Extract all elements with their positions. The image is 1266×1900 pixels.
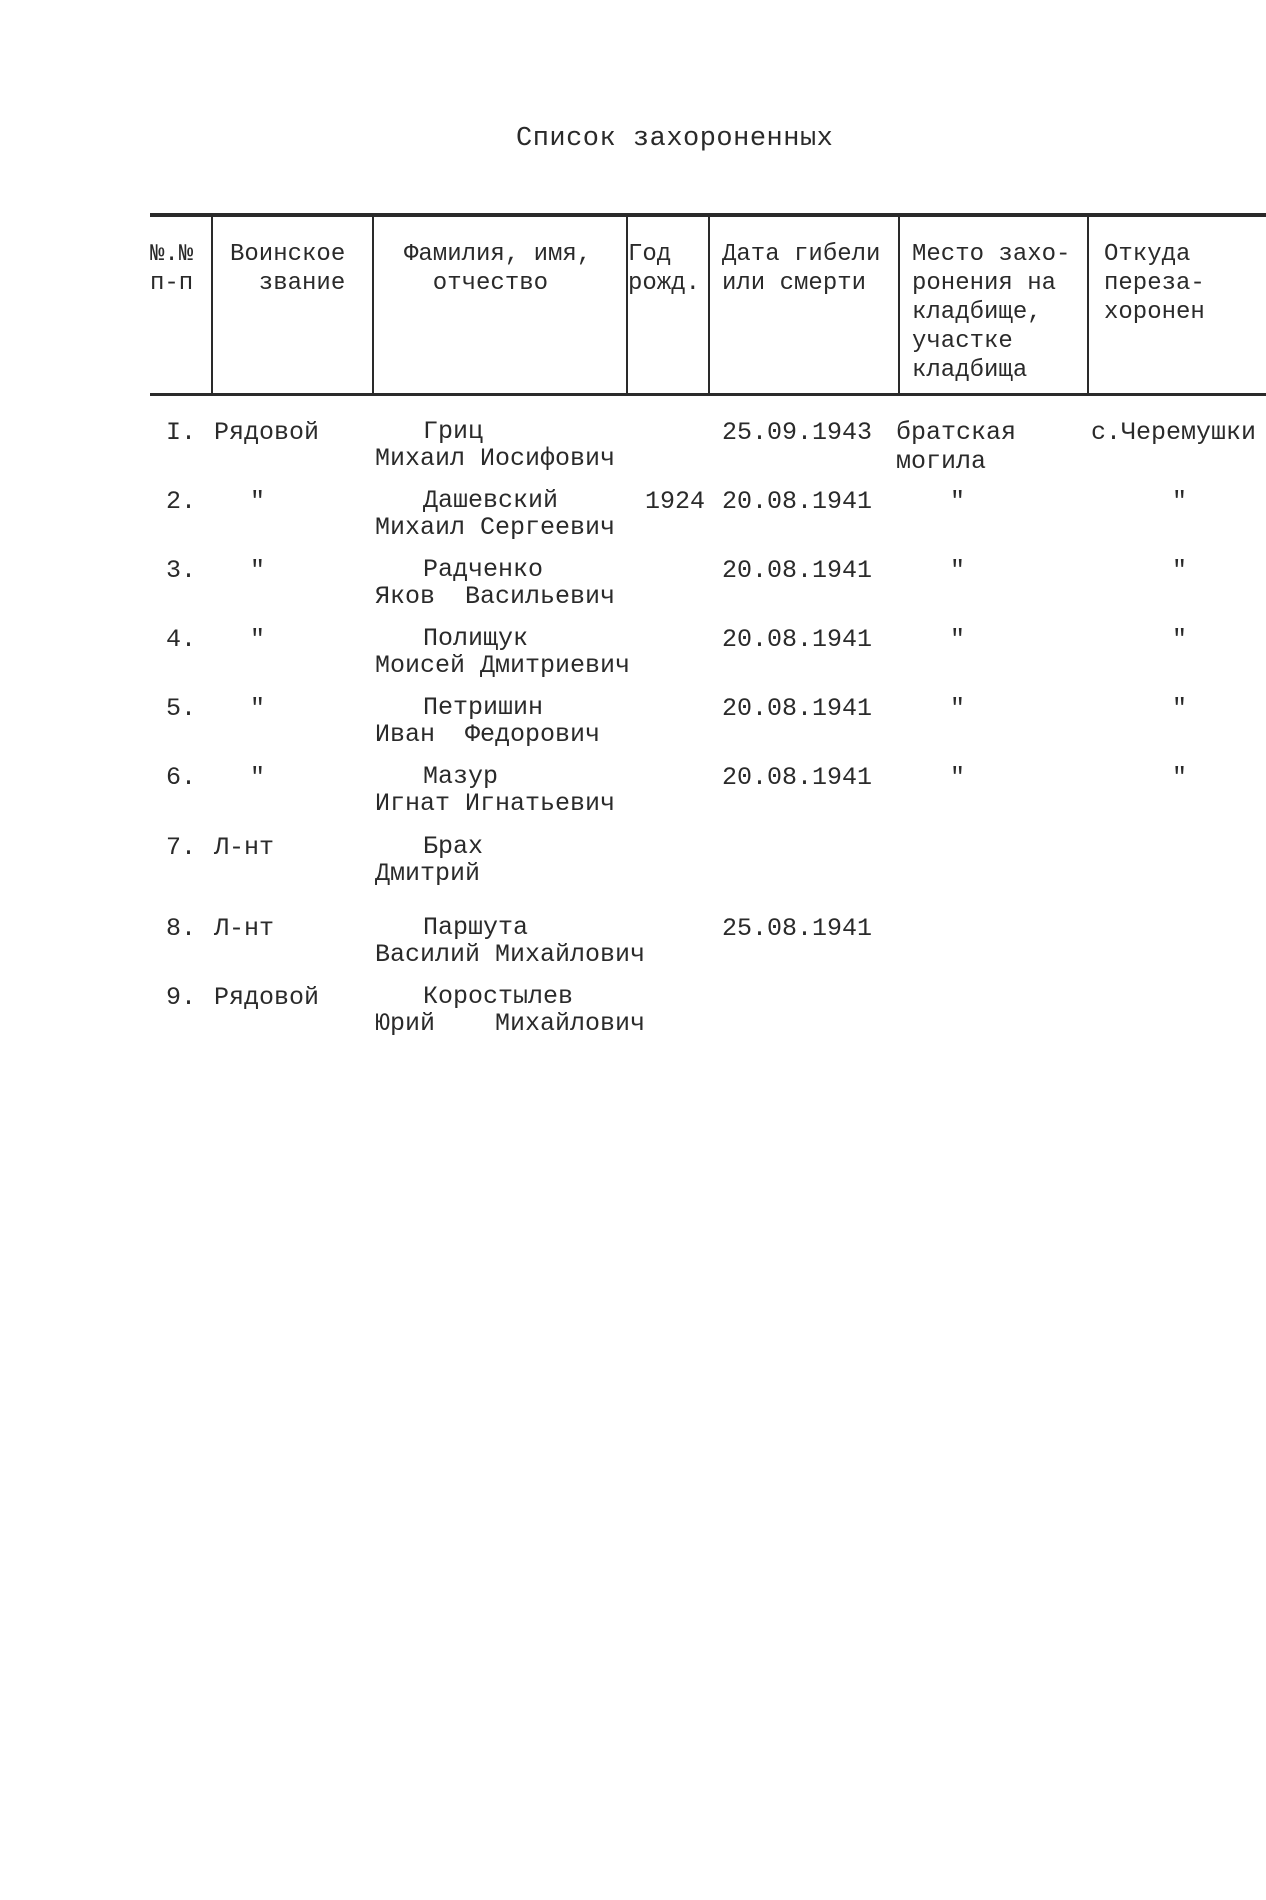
row-number: 5.: [166, 694, 197, 723]
row-reburied-from: ": [1172, 625, 1188, 654]
row-number: 3.: [166, 556, 197, 585]
row-number: I.: [166, 418, 197, 447]
row-full-name: [375, 763, 615, 817]
header-reburied-from: Откуда переза- хоронен: [1104, 241, 1205, 326]
row-death-date: 20.08.1941: [722, 556, 873, 585]
row-rank: ": [250, 487, 266, 516]
row-rank: ": [250, 694, 266, 723]
row-rank: Л-нт: [214, 914, 275, 943]
row-given-names: Моисей Дмитриевич: [375, 651, 631, 680]
row-number: 8.: [166, 914, 197, 943]
row-burial-place: ": [950, 487, 966, 516]
row-full-name: [375, 833, 483, 887]
row-full-name: [375, 556, 615, 610]
column-divider: [708, 215, 710, 395]
row-surname: Радченко: [423, 555, 544, 584]
row-burial-place: ": [950, 556, 966, 585]
row-burial-place: ": [950, 694, 966, 723]
row-rank: ": [250, 763, 266, 792]
header-burial-place: Место захо- ронения на кладбище, участке кладбища: [912, 241, 1071, 384]
row-given-names: Василий Михайлович: [375, 940, 646, 969]
row-number: 4.: [166, 625, 197, 654]
row-reburied-from: ": [1172, 487, 1188, 516]
column-divider: [372, 215, 374, 395]
row-surname: Дашевский: [423, 486, 559, 515]
row-number: 9.: [166, 983, 197, 1012]
row-number: 7.: [166, 833, 197, 862]
row-rank: ": [250, 625, 266, 654]
row-surname: Петришин: [423, 693, 544, 722]
column-divider: [898, 215, 900, 395]
row-rank: Рядовой: [214, 983, 320, 1012]
column-divider: [211, 215, 213, 395]
row-death-date: 20.08.1941: [722, 694, 873, 723]
row-given-names: Михаил Иосифович: [375, 444, 616, 473]
row-given-names: Юрий Михайлович: [375, 1009, 646, 1038]
row-number: 2.: [166, 487, 197, 516]
page-title: Список захороненных: [516, 124, 834, 154]
row-rank: Л-нт: [214, 833, 275, 862]
row-full-name: [375, 418, 615, 472]
row-given-names: Дмитрий: [375, 859, 481, 888]
row-reburied-from: ": [1172, 694, 1188, 723]
row-burial-place: братская могила: [896, 418, 1017, 476]
row-full-name: [375, 694, 600, 748]
row-given-names: Михаил Сергеевич: [375, 513, 616, 542]
header-num: №.№ п-п: [150, 241, 194, 297]
row-burial-place: ": [950, 625, 966, 654]
row-surname: Паршута: [423, 913, 529, 942]
row-rank: Рядовой: [214, 418, 320, 447]
row-surname: Коростылев: [423, 982, 574, 1011]
row-full-name: [375, 983, 645, 1037]
header-death-date: Дата гибели или смерти: [722, 241, 881, 297]
row-number: 6.: [166, 763, 197, 792]
row-given-names: Игнат Игнатьевич: [375, 789, 616, 818]
header-rank: Воинское звание: [230, 241, 346, 297]
row-birth-year: 1924: [645, 487, 706, 516]
row-full-name: [375, 914, 645, 968]
row-burial-place: ": [950, 763, 966, 792]
row-reburied-from: ": [1172, 763, 1188, 792]
row-death-date: 25.09.1943: [722, 418, 873, 447]
row-surname: Полищук: [423, 624, 529, 653]
row-death-date: 20.08.1941: [722, 763, 873, 792]
row-given-names: Яков Васильевич: [375, 582, 616, 611]
header-name: Фамилия, имя, отчество: [404, 241, 592, 297]
row-given-names: Иван Федорович: [375, 720, 601, 749]
header-year: Год рожд.: [628, 241, 701, 297]
row-surname: Брах: [423, 832, 484, 861]
column-divider: [1087, 215, 1089, 395]
row-surname: Гриц: [423, 417, 484, 446]
row-full-name: [375, 487, 615, 541]
row-surname: Мазур: [423, 762, 499, 791]
row-rank: ": [250, 556, 266, 585]
row-death-date: 25.08.1941: [722, 914, 873, 943]
row-death-date: 20.08.1941: [722, 487, 873, 516]
row-reburied-from: с.Черемушки: [1091, 418, 1257, 447]
row-full-name: [375, 625, 630, 679]
row-reburied-from: ": [1172, 556, 1188, 585]
row-death-date: 20.08.1941: [722, 625, 873, 654]
